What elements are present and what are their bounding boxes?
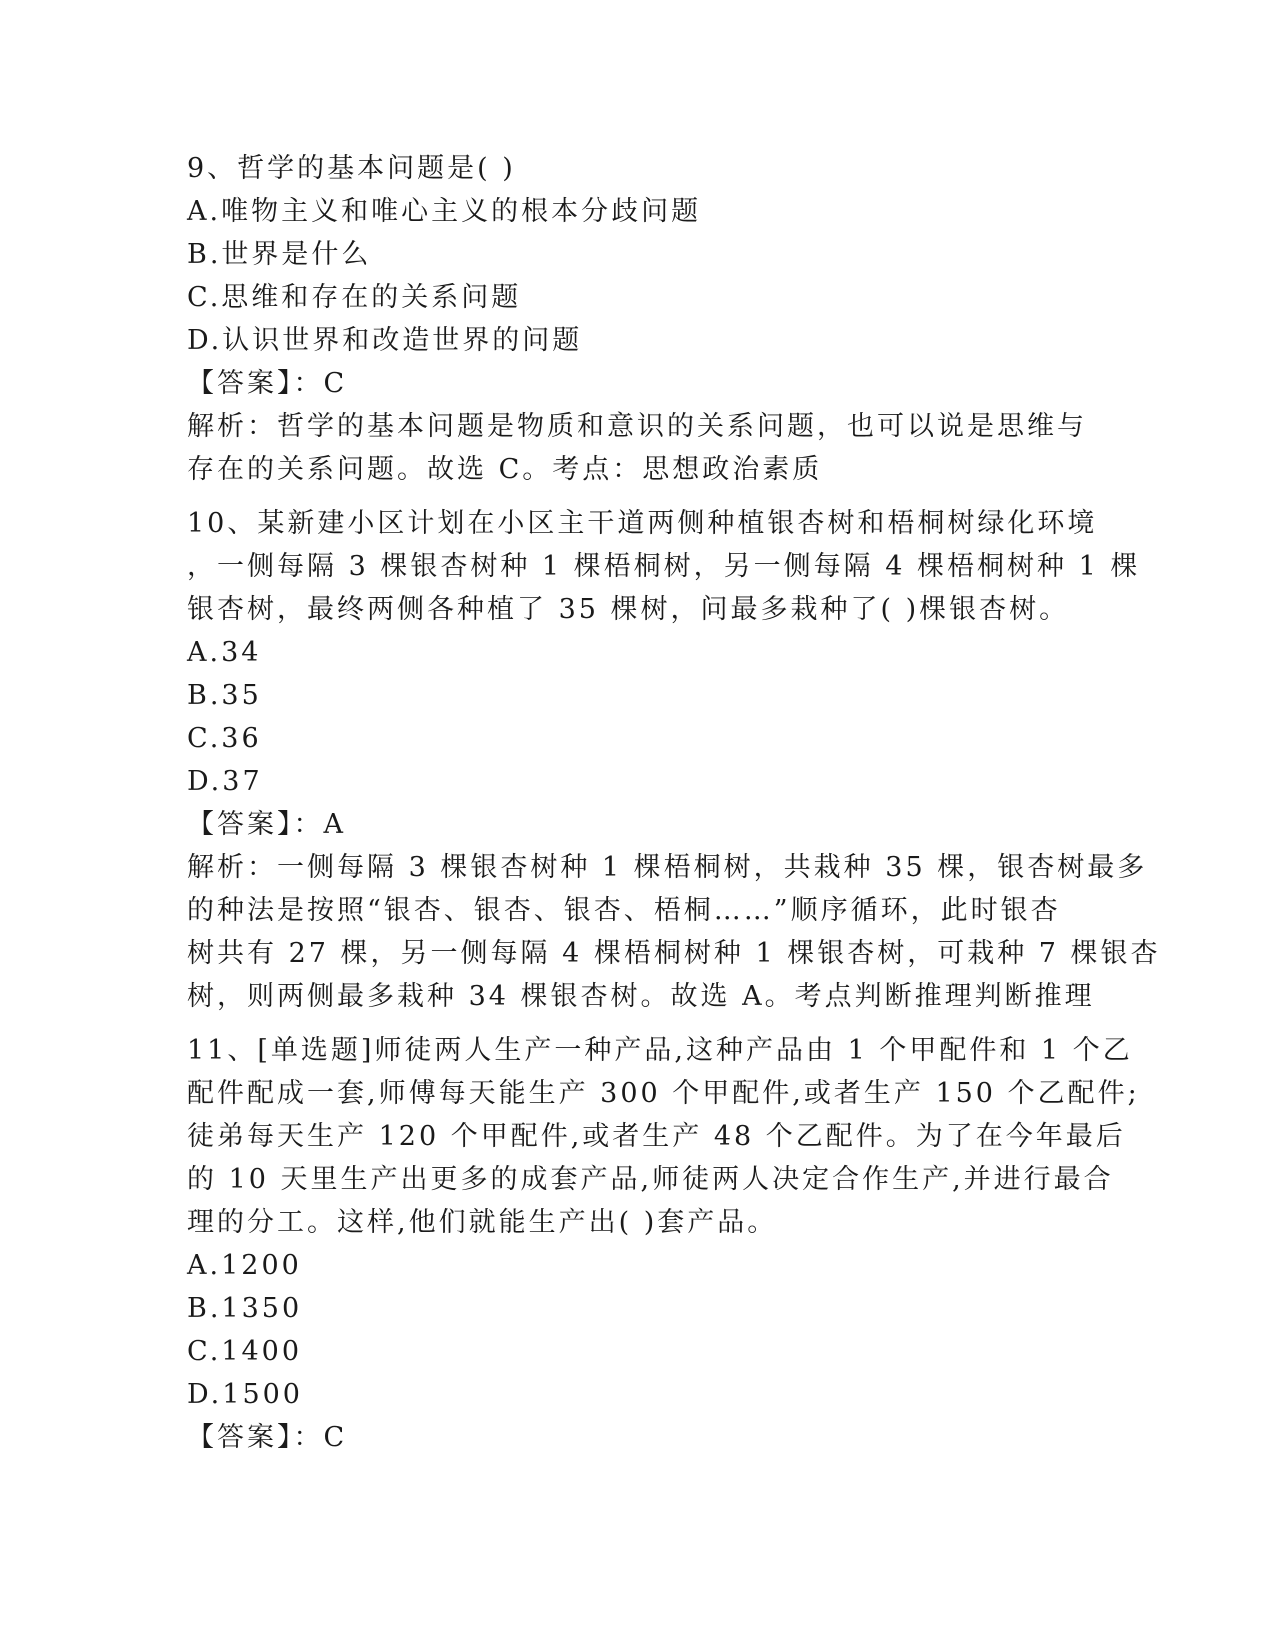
option-d: D.认识世界和改造世界的问题: [187, 325, 583, 356]
answer-line: 【答案】：C: [187, 1422, 348, 1453]
question-11: [187, 1029, 1140, 1459]
question-stem: 9、哲学的基本问题是( ): [187, 153, 516, 184]
option-a: A.1200: [187, 1250, 302, 1281]
answer-line: 【答案】：C: [187, 368, 348, 399]
analysis-line: 的种法是按照“银杏、银杏、银杏、梧桐……”顺序循环，此时银杏: [187, 895, 1061, 926]
question-stem: 11、[单选题]师徒两人生产一种产品,这种产品由 1 个甲配件和 1 个乙: [187, 1035, 1133, 1066]
option-c: C.思维和存在的关系问题: [187, 282, 522, 313]
option-c: C.36: [187, 723, 262, 754]
analysis-line: 树共有 27 棵，另一侧每隔 4 棵梧桐树种 1 棵银杏树，可栽种 7 棵银杏: [187, 938, 1161, 969]
option-c: C.1400: [187, 1336, 302, 1367]
answer-line: 【答案】：A: [187, 809, 346, 840]
question-stem: 徒弟每天生产 120 个甲配件,或者生产 48 个乙配件。为了在今年最后: [187, 1121, 1126, 1152]
option-a: A.34: [187, 637, 262, 668]
analysis-line: 存在的关系问题。故选 C。考点：思想政治素质: [187, 454, 823, 485]
question-stem: 银杏树，最终两侧各种植了 35 棵树，问最多栽种了( )棵银杏树。: [187, 594, 1070, 625]
question-stem: 配件配成一套,师傅每天能生产 300 个甲配件,或者生产 150 个乙配件;: [187, 1078, 1140, 1109]
question-stem: ，一侧每隔 3 棵银杏树种 1 棵梧桐树，另一侧每隔 4 棵梧桐树种 1 棵: [187, 551, 1141, 582]
analysis-line: 解析：哲学的基本问题是物质和意识的关系问题，也可以说是思维与: [187, 411, 1087, 442]
option-b: B.世界是什么: [187, 239, 372, 270]
question-10: [187, 502, 1161, 1018]
analysis-line: 树，则两侧最多栽种 34 棵银杏树。故选 A。考点判断推理判断推理: [187, 981, 1095, 1012]
question-stem: 的 10 天里生产出更多的成套产品,师徒两人决定合作生产,并进行最合: [187, 1164, 1114, 1195]
option-b: B.35: [187, 680, 262, 711]
document-page: [187, 147, 1161, 1459]
option-d: D.1500: [187, 1379, 303, 1410]
question-stem: 理的分工。这样,他们就能生产出( )套产品。: [187, 1207, 778, 1238]
option-b: B.1350: [187, 1293, 303, 1324]
question-stem: 10、某新建小区计划在小区主干道两侧种植银杏树和梧桐树绿化环境: [187, 508, 1098, 539]
question-9: [187, 147, 1087, 491]
option-d: D.37: [187, 766, 263, 797]
option-a: A.唯物主义和唯心主义的根本分歧问题: [187, 196, 702, 227]
analysis-line: 解析：一侧每隔 3 棵银杏树种 1 棵梧桐树，共栽种 35 棵，银杏树最多: [187, 852, 1148, 883]
